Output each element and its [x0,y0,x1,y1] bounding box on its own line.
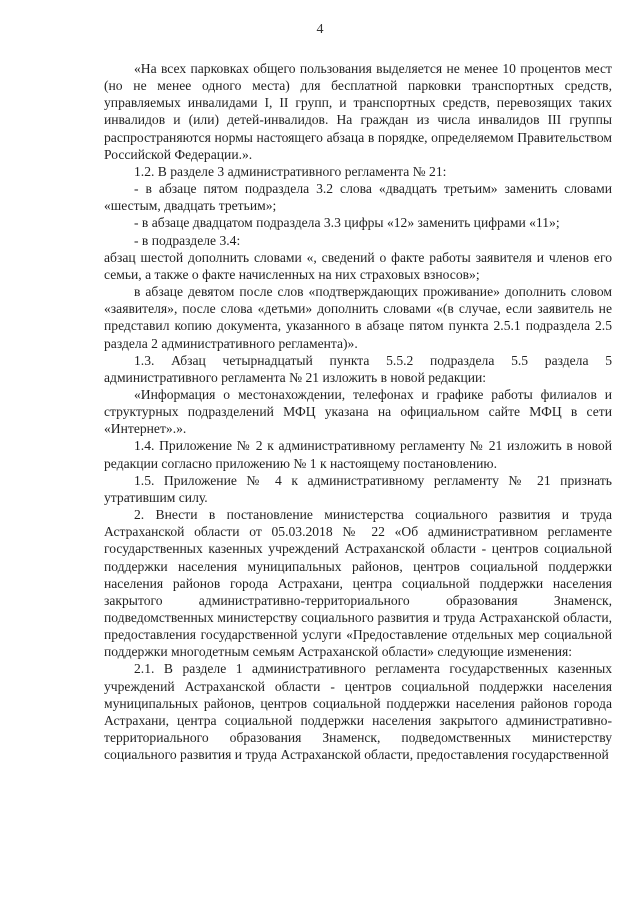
paragraph-quote-parking: «На всех парковках общего пользования выделяется не менее 10 процентов мест (но не менее одного места) для бесплатной парковки транспортных средств, управляемых инвалидами I, II групп, и транспортных средств, перевозящих таких инвалидов и (или) детей-инвалидов. На граждан из числа инвалидов III группы распространяются нормы настоящего абзаца в порядке, определяемом Правительством Российской Федерации.». [104,61,612,162]
paragraph-2-1: 2.1. В разделе 1 административного регламента государственных казенных учреждений Астраханской области - центров социальной поддержки населения муниципальных районов, центров социальной поддержки населения районов города Астрахани, центра социальной поддержки населения закрытого административно-территориального образования Знаменск, подведомственных министерству социального развития и труда Астраханской области, предоставления государственной [104,661,612,763]
paragraph-3-2-change: - в абзаце пятом подраздела 3.2 слова «двадцать третьим» заменить словами «шестым, двадцать третьим»; [104,181,612,214]
paragraph-3-4-ninth: в абзаце девятом после слов «подтверждающих проживание» дополнить словом «заявителя», после слова «детьми» дополнить словами «(в случае, если заявитель не представил копию документа, указанного в абзаце пятом пункта 2.5.1 подраздела 2.5 раздела 2 административного регламента)». [104,284,612,351]
paragraph-1-3: 1.3. Абзац четырнадцатый пункта 5.5.2 подраздела 5.5 раздела 5 административного регламента № 21 изложить в новой редакции: [104,352,612,385]
paragraph-3-4-sixth: абзац шестой дополнить словами «, сведений о факте работы заявителя и членов его семьи, а также о факте начисленных на них страховых взносов»; [104,249,612,282]
document-body [104,60,612,763]
paragraph-1-5: 1.5. Приложение № 4 к административному регламенту № 21 признать утратившим силу. [104,472,612,505]
paragraph-3-3-change: - в абзаце двадцатом подраздела 3.3 цифры «12» заменить цифрами «11»; [134,215,560,231]
paragraph-1-4: 1.4. Приложение № 2 к административному регламенту № 21 изложить в новой редакции согласно приложению № 1 к настоящему постановлению. [104,438,612,471]
paragraph-1-2: 1.2. В разделе 3 административного регламента № 21: [134,163,447,179]
page-number: 4 [316,22,324,37]
paragraph-2: 2. Внести в постановление министерства социального развития и труда Астраханской области от 05.03.2018 № 22 «Об административном регламенте государственных казенных учреждений Астраханской области - центров социальной поддержки населения муниципальных районов, центров социальной поддержки населения районов города Астрахани, центра социальной поддержки населения закрытого административно-территориального образования Знаменск, подведомственных министерству социального развития и труда Астраханской области, предоставления государственной услуги «Предоставление отдельных мер социальной поддержки многодетным семьям Астраханской области» следующие изменения: [104,507,612,660]
paragraph-mfc-info: «Информация о местонахождении, телефонах и графике работы филиалов и структурных подразделений МФЦ указана на официальном сайте МФЦ в сети «Интернет».». [104,386,612,437]
paragraph-3-4-header: - в подразделе 3.4: [134,232,241,248]
